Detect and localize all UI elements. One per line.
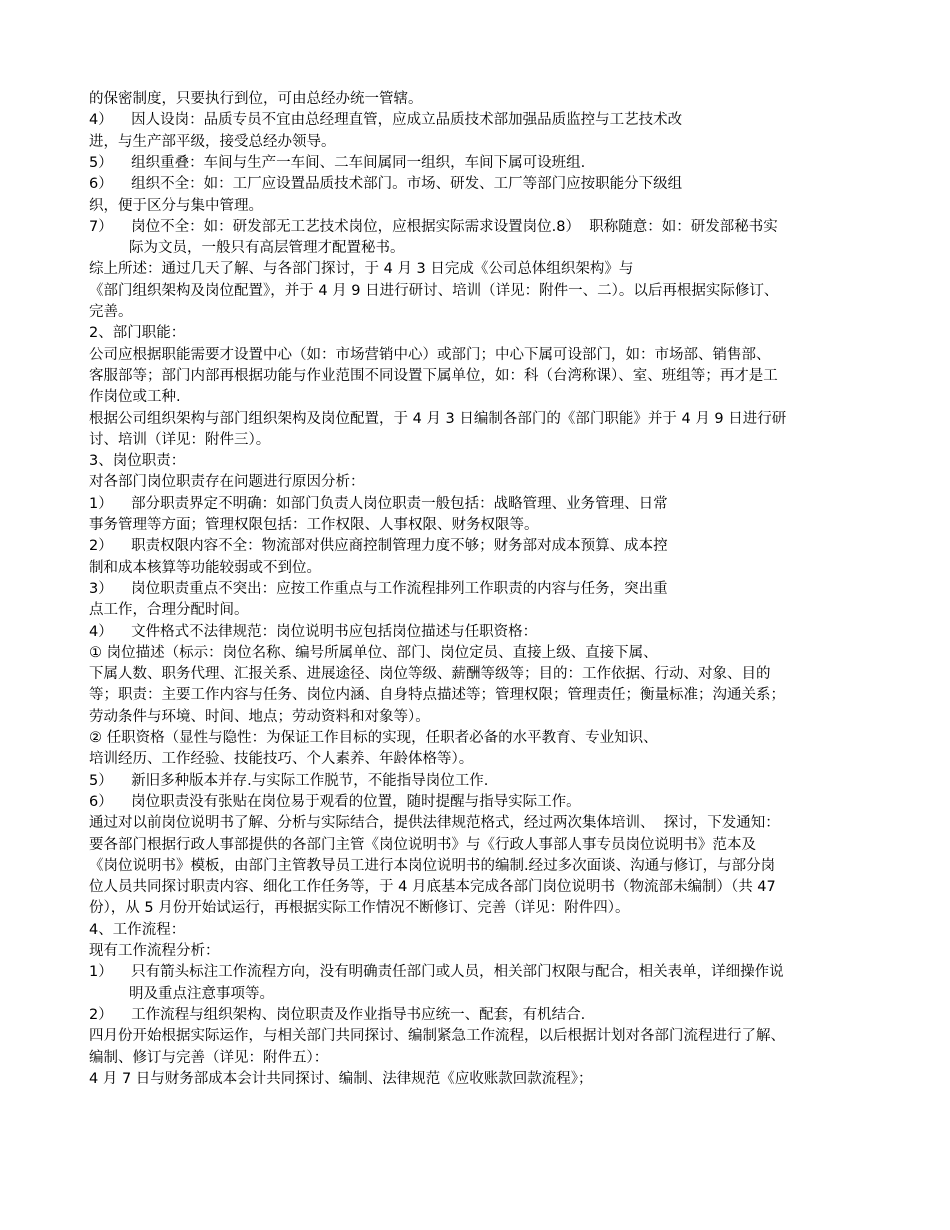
text-line: 位人员共同探讨职责内容、细化工作任务等，于 4 月底基本完成各部门岗位说明书（物流部未编制）（共 47 <box>89 879 776 896</box>
text-line: 织，便于区分与集中管理。 <box>89 197 263 214</box>
text-line: 培训经历、工作经验、技能技巧、个人素养、年龄体格等）。 <box>89 751 474 768</box>
text-line: 制和成本核算等功能较弱或不到位。 <box>89 559 321 576</box>
text-line: 下属人数、职务代理、汇报关系、进展途径、岗位等级、薪酬等级等；目的：工作依据、行动、对象、目的 <box>89 666 771 683</box>
text-line: 3、岗位职责： <box>89 453 186 470</box>
text-line: 编制、修订与完善（详见：附件五）： <box>89 1049 329 1066</box>
text-line: 客服部等；部门内部再根据功能与作业范围不同设置下属单位，如：科（台湾称课）、室、班组等；再才是工 <box>89 367 778 384</box>
text-line: 公司应根据职能需要才设置中心（如：市场营销中心）或部门；中心下属可设部门，如：市场部、销售部、 <box>89 346 771 363</box>
text-line: 际为文员，一般只有高层管理才配置秘书。 <box>129 240 405 257</box>
text-line: 2） 工作流程与组织架构、岗位职责及作业指导书应统一、配套，有机结合. <box>89 1006 586 1023</box>
text-line: 综上所述：通过几天了解、与各部门探讨，于 4 月 3 日完成《公司总体组织架构》与 <box>89 261 634 278</box>
text-line: 的保密制度，只要执行到位，可由总经办统一管辖。 <box>89 91 423 107</box>
text-line: ① 岗位描述（标示：岗位名称、编号所属单位、部门、岗位定员、直接上级、直接下属、 <box>89 644 658 661</box>
text-line: 3） 岗位职责重点不突出：应按工作重点与工作流程排列工作职责的内容与任务，突出重 <box>89 580 668 597</box>
text-line: 劳动条件与环境、时间、地点；劳动资料和对象等）。 <box>89 708 430 725</box>
text-line: 作岗位或工种. <box>89 389 181 406</box>
text-line: 通过对以前岗位说明书了解、分析与实际结合，提供法律规范格式，经过两次集体培训、 探讨，下发通知： <box>89 815 780 832</box>
text-line: 对各部门岗位职责存在问题进行原因分析： <box>89 474 365 491</box>
text-line: 完善。 <box>89 304 133 320</box>
text-line: 进，与生产部平级，接受总经办领导。 <box>89 133 336 150</box>
text-line: 4、工作流程： <box>89 921 186 938</box>
text-line: 1） 只有箭头标注工作流程方向，没有明确责任部门或人员，相关部门权限与配合，相关表单，详细操作说 <box>89 964 784 981</box>
text-line: 四月份开始根据实际运作，与相关部门共同探讨、编制紧急工作流程，以后根据计划对各部门流程进行了解、 <box>89 1028 785 1045</box>
text-line: 点工作，合理分配时间。 <box>89 602 249 619</box>
text-line: 1） 部分职责界定不明确：如部门负责人岗位职责一般包括：战略管理、业务管理、日常 <box>89 495 668 512</box>
text-line: 要各部门根据行政人事部提供的各部门主管《岗位说明书》与《行政人事部人事专员岗位说明书》范本及 <box>89 836 756 853</box>
text-line: 4） 因人设岗：品质专员不宜由总经理直管，应成立品质技术部加强品质监控与工艺技术改 <box>89 112 683 129</box>
text-line: 7） 岗位不全：如：研发部无工艺技术岗位，应根据实际需求设置岗位.8） 职称随意：如：研发部秘书实 <box>89 218 778 235</box>
text-line: 明及重点注意事项等。 <box>129 985 274 1002</box>
text-line: 《岗位说明书》模板，由部门主管教导员工进行本岗位说明书的编制.经过多次面谈、沟通与修订，与部分岗 <box>89 857 776 874</box>
text-line: 5） 组织重叠：车间与生产一车间、二车间属同一组织，车间下属可设班组. <box>89 154 586 171</box>
text-line: 《部门组织架构及岗位配置》，并于 4 月 9 日进行研讨、培训（详见：附件一、二）。以后再根据实际修订、 <box>89 282 779 299</box>
text-line: 4 月 7 日与财务部成本会计共同探讨、编制、法律规范《应收账款回款流程》； <box>89 1070 593 1087</box>
text-line: 等；职责：主要工作内容与任务、岗位内涵、自身特点描述等；管理权限；管理责任；衡量标准；沟通关系； <box>89 687 785 704</box>
text-line: 份），从 5 月份开始试运行，再根据实际工作情况不断修订、完善（详见：附件四）。 <box>89 900 630 917</box>
text-line: 6） 岗位职责没有张贴在岗位易于观看的位置，随时提醒与指导实际工作。 <box>89 793 581 810</box>
text-line: 2） 职责权限内容不全：物流部对供应商控制管理力度不够；财务部对成本预算、成本控 <box>89 538 668 555</box>
text-line: 6） 组织不全：如：工厂应设置品质技术部门。市场、研发、工厂等部门应按职能分下级组 <box>89 176 683 193</box>
text-line: 4） 文件格式不法律规范：岗位说明书应包括岗位描述与任职资格： <box>89 623 538 640</box>
text-line: ② 任职资格（显性与隐性：为保证工作目标的实现，任职者必备的水平教育、专业知识、 <box>89 730 658 746</box>
text-line: 5） 新旧多种版本并存.与实际工作脱节，不能指导岗位工作. <box>89 772 489 789</box>
text-line: 2、部门职能： <box>89 325 186 342</box>
text-line: 根据公司组织架构与部门组织架构及岗位配置，于 4 月 3 日编制各部门的《部门职能》并于 4 月 9 日进行研 <box>89 410 787 427</box>
text-line: 现有工作流程分析： <box>89 943 220 959</box>
text-line: 事务管理等方面；管理权限包括：工作权限、人事权限、财务权限等。 <box>89 517 539 533</box>
text-line: 讨、培训（详见：附件三）。 <box>89 431 271 448</box>
